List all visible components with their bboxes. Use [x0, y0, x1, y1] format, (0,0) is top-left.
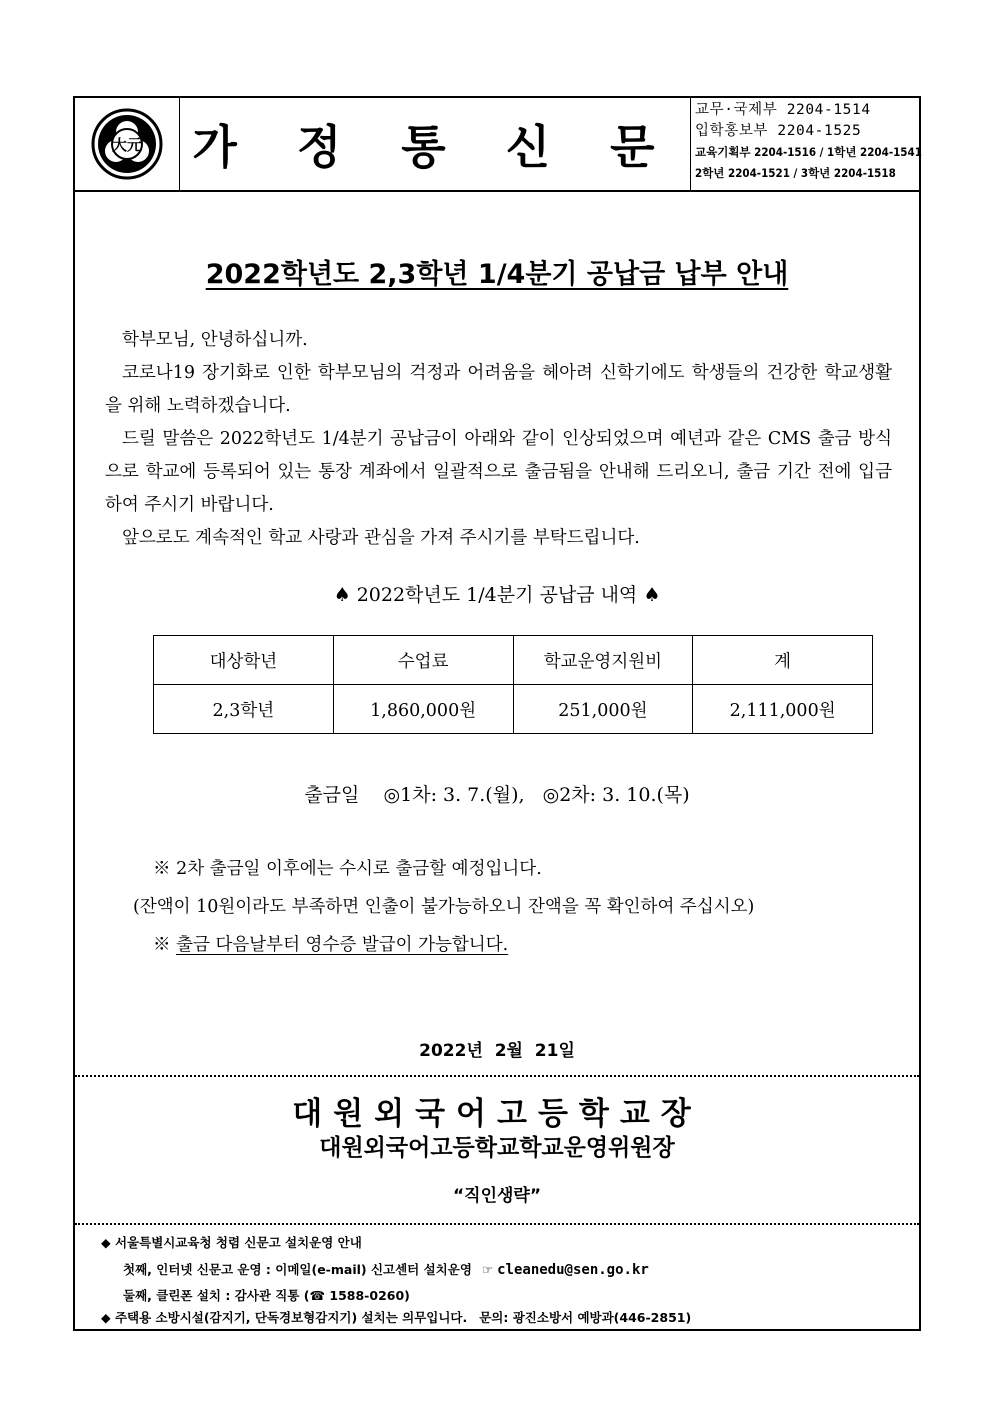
table-cell: 2,111,000원: [693, 685, 873, 734]
letter-header: [75, 98, 922, 192]
document-title: 2022학년도 2,3학년 1/4분기 공납금 납부 안내: [205, 259, 789, 290]
committee-signature: 대원외국어고등학교학교운영위원장: [319, 1135, 675, 1161]
table-row: [154, 685, 873, 734]
note-second-withdrawal: ※ 2차 출금일 이후에는 수시로 출금할 예정입니다.: [153, 859, 542, 879]
contact-list: [695, 100, 921, 188]
contact-line: 교육기획부 2204-1516 / 1학년 2204-1541: [695, 145, 922, 159]
document-frame: [73, 96, 921, 1331]
svg-text:大元: 大元: [111, 136, 143, 154]
school-emblem-icon: [75, 98, 179, 190]
letter-body: [105, 324, 892, 555]
contact-line: 2학년 2204-1521 / 3학년 2204-1518: [695, 166, 896, 180]
fee-table: [153, 635, 873, 734]
dotted-divider: [75, 1223, 919, 1225]
issue-date: 2022년 2월 21일: [419, 1041, 575, 1061]
table-header-row: [154, 636, 873, 685]
school-logo: [75, 98, 180, 190]
paragraph: 앞으로도 계속적인 학교 사랑과 관심을 가져 주시기를 부탁드립니다.: [122, 528, 640, 548]
table-header-cell: 학교운영지원비: [513, 636, 693, 685]
principal-signature: 대원외국어고등학교장: [292, 1096, 702, 1132]
withdrawal-dates: 출금일 ◎1차: 3. 7.(월), ◎2차: 3. 10.(목): [304, 784, 690, 806]
footer-line: 문의: 광진소방서 예방과(446-2851): [479, 1310, 692, 1325]
pointing-hand-icon: ☞: [481, 1262, 494, 1277]
table-cell: 1,860,000원: [333, 685, 513, 734]
note-balance-warning: (잔액이 10원이라도 부족하면 인출이 불가능하오니 잔액을 꼭 확인하여 주십시오): [133, 897, 755, 917]
table-cell: 251,000원: [513, 685, 693, 734]
contact-line: 교무·국제부 2204-1514: [695, 102, 871, 118]
contact-line: 입학홍보부 2204-1525: [695, 123, 862, 139]
table-header-cell: 계: [693, 636, 873, 685]
paragraph: 드릴 말씀은 2022학년도 1/4분기 공납금이 아래와 같이 인상되었으며 예년과 같은 CMS 출금 방식으로 학교에 등록되어 있는 통장 계좌에서 일괄적으로 출금됨을 안내해 드리오니, 출금 기간 전에 입금하여 주시기 바랍니다.: [105, 429, 892, 515]
footer-line: ◆ 주택용 소방시설(감지기, 단독경보형감지기) 설치는 의무입니다.: [101, 1310, 468, 1325]
table-header-cell: 수업료: [333, 636, 513, 685]
dotted-divider: [75, 1075, 919, 1077]
note-receipt: ※ 출금 다음날부터 영수증 발급이 가능합니다.: [153, 935, 509, 955]
paragraph: 코로나19 장기화로 인한 학부모님의 걱정과 어려움을 헤아려 신학기에도 학생들의 건강한 학교생활을 위해 노력하겠습니다.: [105, 363, 892, 416]
report-email-link[interactable]: cleanedu@sen.go.kr: [497, 1262, 649, 1278]
footer-line: 둘째, 클린폰 설치 : 감사관 직통 (☎ 1588-0260): [123, 1288, 410, 1303]
table-cell: 2,3학년: [154, 685, 334, 734]
letter-title: 가 정 통 신 문: [179, 98, 691, 190]
table-header-cell: 대상학년: [154, 636, 334, 685]
seal-omitted-note: “직인생략”: [452, 1186, 542, 1206]
fee-section-title: ♠ 2022학년도 1/4분기 공납금 내역 ♠: [333, 584, 661, 606]
footer-line: ◆ 서울특별시교육청 청렴 신문고 설치운영 안내: [101, 1235, 362, 1250]
footer-line: 첫째, 인터넷 신문고 운영 : 이메일(e-mail) 신고센터 설치운영: [123, 1262, 472, 1277]
paragraph: 학부모님, 안녕하십니까.: [122, 330, 308, 350]
